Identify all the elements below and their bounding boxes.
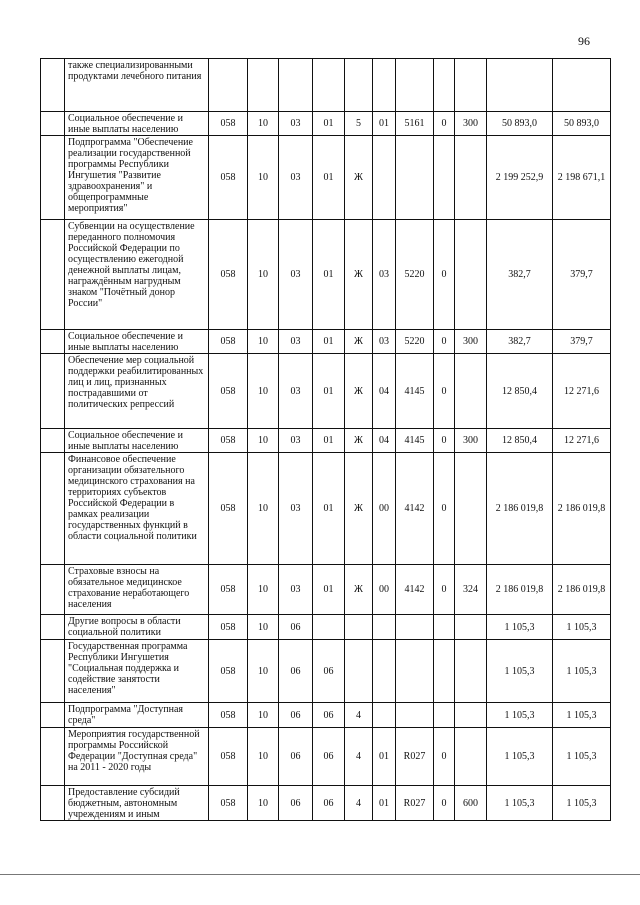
expense-type-code-cell: 300 xyxy=(455,330,487,354)
section-code-cell: 10 xyxy=(248,220,279,330)
subsection-code-cell: 03 xyxy=(279,565,313,615)
item-name-cell: Государственная программа Республики Ингушетия "Социальная поддержка и содействие занятости населения" xyxy=(65,640,209,703)
sum-2017-cell: 382,7 xyxy=(487,330,553,354)
subsection-code-cell: 06 xyxy=(279,615,313,640)
sum-2018-cell xyxy=(553,59,611,112)
expense-type-code-cell xyxy=(455,615,487,640)
subsection-code-cell: 06 xyxy=(279,703,313,728)
subsection-code-cell: 03 xyxy=(279,220,313,330)
subsection-code-cell: 03 xyxy=(279,354,313,429)
item-name-cell: Подпрограмма "Обеспечение реализации государственной программы Республики Ингушетия "Развитие здравоохранения" и общепрограммные мероприятия" xyxy=(65,136,209,220)
sum-2017-cell: 2 186 019,8 xyxy=(487,453,553,565)
grbs-code-cell: 058 xyxy=(209,112,248,136)
table-row xyxy=(41,429,611,453)
subprogram-code-cell: 4 xyxy=(345,786,373,821)
event-code-cell: 00 xyxy=(373,453,396,565)
event-code-cell: 03 xyxy=(373,330,396,354)
row-number-cell xyxy=(41,565,65,615)
program-code-cell: 01 xyxy=(313,429,345,453)
grbs-code-cell: 058 xyxy=(209,429,248,453)
sum-2018-cell: 2 186 019,8 xyxy=(553,453,611,565)
event-code-cell xyxy=(373,615,396,640)
direction-code-cell xyxy=(396,136,434,220)
program-code-cell xyxy=(313,59,345,112)
event-code-cell: 01 xyxy=(373,112,396,136)
sum-2018-cell: 50 893,0 xyxy=(553,112,611,136)
row-number-cell xyxy=(41,354,65,429)
sum-2017-cell: 2 186 019,8 xyxy=(487,565,553,615)
expense-type-code-cell xyxy=(455,728,487,786)
item-name-cell: также специализированными продуктами лечебного питания xyxy=(65,59,209,112)
direction-code-cell: 4145 xyxy=(396,354,434,429)
item-name-cell: Страховые взносы на обязательное медицинское страхование неработающего населения xyxy=(65,565,209,615)
event-code-cell: 01 xyxy=(373,786,396,821)
grbs-code-cell: 058 xyxy=(209,728,248,786)
footer-rule xyxy=(0,874,640,875)
sum-2018-cell: 379,7 xyxy=(553,330,611,354)
expense-type-code-cell xyxy=(455,136,487,220)
event-code-cell: 04 xyxy=(373,354,396,429)
sum-2018-cell: 1 105,3 xyxy=(553,703,611,728)
subsection-code-cell: 06 xyxy=(279,786,313,821)
table-row xyxy=(41,786,611,821)
row-number-cell xyxy=(41,728,65,786)
program-code-cell: 06 xyxy=(313,640,345,703)
direction-code-cell: 4142 xyxy=(396,453,434,565)
item-name-cell: Обеспечение мер социальной поддержки реабилитированных лиц и лиц, признанных пострадавшими от политических репрессий xyxy=(65,354,209,429)
table-row xyxy=(41,136,611,220)
subsection-code-cell: 03 xyxy=(279,453,313,565)
subprogram-code-cell: Ж xyxy=(345,565,373,615)
expense-type-code-cell xyxy=(455,453,487,565)
row-number-cell xyxy=(41,220,65,330)
extra-code-cell xyxy=(434,59,455,112)
event-code-cell xyxy=(373,59,396,112)
sum-2017-cell: 12 850,4 xyxy=(487,429,553,453)
program-code-cell: 01 xyxy=(313,354,345,429)
section-code-cell: 10 xyxy=(248,354,279,429)
event-code-cell: 00 xyxy=(373,565,396,615)
section-code-cell: 10 xyxy=(248,565,279,615)
row-number-cell xyxy=(41,453,65,565)
row-number-cell xyxy=(41,330,65,354)
expense-type-code-cell xyxy=(455,59,487,112)
subprogram-code-cell xyxy=(345,615,373,640)
extra-code-cell: 0 xyxy=(434,565,455,615)
sum-2017-cell: 382,7 xyxy=(487,220,553,330)
section-code-cell: 10 xyxy=(248,112,279,136)
event-code-cell xyxy=(373,640,396,703)
extra-code-cell: 0 xyxy=(434,453,455,565)
grbs-code-cell: 058 xyxy=(209,565,248,615)
item-name-cell: Социальное обеспечение и иные выплаты населению xyxy=(65,330,209,354)
sum-2018-cell: 1 105,3 xyxy=(553,640,611,703)
expense-type-code-cell: 300 xyxy=(455,112,487,136)
row-number-cell xyxy=(41,703,65,728)
subprogram-code-cell: Ж xyxy=(345,453,373,565)
item-name-cell: Социальное обеспечение и иные выплаты населению xyxy=(65,429,209,453)
direction-code-cell xyxy=(396,615,434,640)
extra-code-cell xyxy=(434,615,455,640)
program-code-cell: 01 xyxy=(313,565,345,615)
grbs-code-cell: 058 xyxy=(209,615,248,640)
expense-type-code-cell xyxy=(455,220,487,330)
row-number-cell xyxy=(41,615,65,640)
section-code-cell: 10 xyxy=(248,429,279,453)
grbs-code-cell: 058 xyxy=(209,136,248,220)
program-code-cell: 06 xyxy=(313,703,345,728)
direction-code-cell: 4142 xyxy=(396,565,434,615)
table-row xyxy=(41,453,611,565)
subprogram-code-cell: Ж xyxy=(345,330,373,354)
table-row xyxy=(41,330,611,354)
direction-code-cell: R027 xyxy=(396,786,434,821)
program-code-cell: 01 xyxy=(313,220,345,330)
subprogram-code-cell: 4 xyxy=(345,703,373,728)
grbs-code-cell: 058 xyxy=(209,220,248,330)
subprogram-code-cell: Ж xyxy=(345,429,373,453)
section-code-cell: 10 xyxy=(248,728,279,786)
event-code-cell: 01 xyxy=(373,728,396,786)
sum-2017-cell xyxy=(487,59,553,112)
sum-2018-cell: 2 198 671,1 xyxy=(553,136,611,220)
subprogram-code-cell xyxy=(345,640,373,703)
program-code-cell xyxy=(313,615,345,640)
grbs-code-cell: 058 xyxy=(209,786,248,821)
subsection-code-cell: 06 xyxy=(279,640,313,703)
extra-code-cell: 0 xyxy=(434,429,455,453)
subsection-code-cell: 03 xyxy=(279,136,313,220)
program-code-cell: 01 xyxy=(313,453,345,565)
sum-2017-cell: 1 105,3 xyxy=(487,786,553,821)
budget-table xyxy=(40,58,611,821)
program-code-cell: 01 xyxy=(313,330,345,354)
extra-code-cell xyxy=(434,703,455,728)
sum-2017-cell: 1 105,3 xyxy=(487,640,553,703)
subprogram-code-cell: Ж xyxy=(345,354,373,429)
table-row xyxy=(41,703,611,728)
row-number-cell xyxy=(41,136,65,220)
sum-2018-cell: 2 186 019,8 xyxy=(553,565,611,615)
sum-2018-cell: 12 271,6 xyxy=(553,429,611,453)
grbs-code-cell: 058 xyxy=(209,703,248,728)
event-code-cell: 04 xyxy=(373,429,396,453)
item-name-cell: Другие вопросы в области социальной политики xyxy=(65,615,209,640)
section-code-cell: 10 xyxy=(248,136,279,220)
grbs-code-cell xyxy=(209,59,248,112)
subsection-code-cell xyxy=(279,59,313,112)
expense-type-code-cell xyxy=(455,354,487,429)
subprogram-code-cell: Ж xyxy=(345,220,373,330)
row-number-cell xyxy=(41,59,65,112)
sum-2018-cell: 1 105,3 xyxy=(553,786,611,821)
direction-code-cell: 5220 xyxy=(396,220,434,330)
grbs-code-cell: 058 xyxy=(209,453,248,565)
section-code-cell: 10 xyxy=(248,453,279,565)
subprogram-code-cell: Ж xyxy=(345,136,373,220)
item-name-cell: Мероприятия государственной программы Российской Федерации "Доступная среда" на 2011 - 2020 годы xyxy=(65,728,209,786)
grbs-code-cell: 058 xyxy=(209,640,248,703)
sum-2018-cell: 1 105,3 xyxy=(553,728,611,786)
sum-2018-cell: 1 105,3 xyxy=(553,615,611,640)
section-code-cell xyxy=(248,59,279,112)
row-number-cell xyxy=(41,112,65,136)
section-code-cell: 10 xyxy=(248,640,279,703)
table-row xyxy=(41,640,611,703)
extra-code-cell: 0 xyxy=(434,330,455,354)
table-row xyxy=(41,59,611,112)
sum-2017-cell: 1 105,3 xyxy=(487,703,553,728)
extra-code-cell: 0 xyxy=(434,728,455,786)
direction-code-cell: 5161 xyxy=(396,112,434,136)
sum-2017-cell: 12 850,4 xyxy=(487,354,553,429)
section-code-cell: 10 xyxy=(248,786,279,821)
program-code-cell: 06 xyxy=(313,786,345,821)
table-row xyxy=(41,565,611,615)
extra-code-cell xyxy=(434,640,455,703)
extra-code-cell: 0 xyxy=(434,112,455,136)
item-name-cell: Финансовое обеспечение организации обязательного медицинского страхования на территориях субъектов Российской Федерации в рамках реализации государственных функций в области социальной политики xyxy=(65,453,209,565)
table-row xyxy=(41,220,611,330)
event-code-cell: 03 xyxy=(373,220,396,330)
subprogram-code-cell: 5 xyxy=(345,112,373,136)
program-code-cell: 01 xyxy=(313,136,345,220)
program-code-cell: 06 xyxy=(313,728,345,786)
direction-code-cell: 4145 xyxy=(396,429,434,453)
expense-type-code-cell: 300 xyxy=(455,429,487,453)
page-number: 96 xyxy=(578,34,590,48)
direction-code-cell xyxy=(396,59,434,112)
extra-code-cell: 0 xyxy=(434,786,455,821)
sum-2018-cell: 12 271,6 xyxy=(553,354,611,429)
table-row xyxy=(41,615,611,640)
extra-code-cell: 0 xyxy=(434,220,455,330)
section-code-cell: 10 xyxy=(248,330,279,354)
subsection-code-cell: 06 xyxy=(279,728,313,786)
grbs-code-cell: 058 xyxy=(209,330,248,354)
subsection-code-cell: 03 xyxy=(279,112,313,136)
direction-code-cell xyxy=(396,703,434,728)
direction-code-cell xyxy=(396,640,434,703)
sum-2017-cell: 50 893,0 xyxy=(487,112,553,136)
expense-type-code-cell xyxy=(455,703,487,728)
table-row xyxy=(41,112,611,136)
section-code-cell: 10 xyxy=(248,703,279,728)
grbs-code-cell: 058 xyxy=(209,354,248,429)
section-code-cell: 10 xyxy=(248,615,279,640)
row-number-cell xyxy=(41,429,65,453)
sum-2017-cell: 2 199 252,9 xyxy=(487,136,553,220)
expense-type-code-cell: 600 xyxy=(455,786,487,821)
subprogram-code-cell xyxy=(345,59,373,112)
program-code-cell: 01 xyxy=(313,112,345,136)
extra-code-cell: 0 xyxy=(434,354,455,429)
item-name-cell: Подпрограмма "Доступная среда" xyxy=(65,703,209,728)
row-number-cell xyxy=(41,640,65,703)
table-row xyxy=(41,728,611,786)
subsection-code-cell: 03 xyxy=(279,429,313,453)
event-code-cell xyxy=(373,703,396,728)
item-name-cell: Субвенции на осуществление переданного полномочия Российской Федерации по осуществлению ежегодной денежной выплаты лицам, награждённым нагрудным знаком "Почётный донор России" xyxy=(65,220,209,330)
item-name-cell: Социальное обеспечение и иные выплаты населению xyxy=(65,112,209,136)
item-name-cell: Предоставление субсидий бюджетным, автономным учреждениям и иным xyxy=(65,786,209,821)
table-row xyxy=(41,354,611,429)
extra-code-cell xyxy=(434,136,455,220)
direction-code-cell: 5220 xyxy=(396,330,434,354)
expense-type-code-cell: 324 xyxy=(455,565,487,615)
row-number-cell xyxy=(41,786,65,821)
direction-code-cell: R027 xyxy=(396,728,434,786)
event-code-cell xyxy=(373,136,396,220)
budget-table-body xyxy=(41,59,611,821)
subprogram-code-cell: 4 xyxy=(345,728,373,786)
sum-2017-cell: 1 105,3 xyxy=(487,615,553,640)
subsection-code-cell: 03 xyxy=(279,330,313,354)
sum-2017-cell: 1 105,3 xyxy=(487,728,553,786)
sum-2018-cell: 379,7 xyxy=(553,220,611,330)
expense-type-code-cell xyxy=(455,640,487,703)
